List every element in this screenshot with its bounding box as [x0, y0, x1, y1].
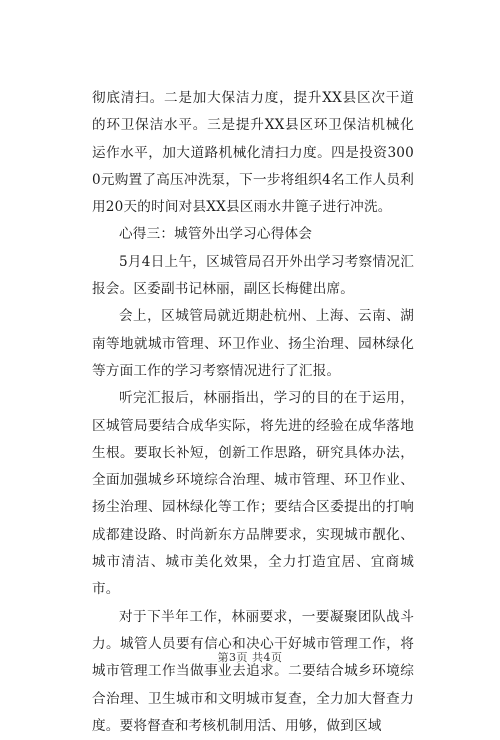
paragraph-meeting: 5月4日上午，区城管局召开外出学习考察情况汇报会。区委副书记林丽，副区长梅健出席。: [92, 253, 414, 298]
paragraph-requirements: 对于下半年工作，林丽要求，一要凝聚团队战斗力。城管人员要有信心和决心干好城市管理工作，将城市管理工作当做事业去追求。二要结合城乡环境综合治理、卫生城市和文明城市复查，全力加大督查力度。要将督查和考核机制用活、用够，做到区域: [92, 608, 414, 734]
page-number-footer: 第3页 共4页: [217, 651, 283, 664]
document-body: [92, 85, 414, 740]
paragraph-report: 会上，区城管局就近期赴杭州、上海、云南、湖南等地就城市管理、环卫作业、扬尘治理、园林绿化等方面工作的学习考察情况进行了汇报。: [92, 308, 414, 379]
paragraph-remarks: 听完汇报后，林丽指出，学习的目的在于运用，区城管局要结合成华实际，将先进的经验在成华落地生根。要取长补短，创新工作思路，研究具体办法，全面加强城乡环境综合治理、城市管理、环卫作业、扬尘治理、园林绿化等工作；要结合区委提出的打响成都建设路、时尚新东方品牌要求，实现城市靓化、城市清洁、城市美化效果，全力打造宜居、宜商城市。: [92, 390, 414, 598]
paragraph-continued: 彻底清扫。二是加大保洁力度，提升XX县区次干道的环卫保洁水平。三是提升XX县区环卫保洁机械化运作水平，加大道路机械化清扫力度。四是投资3000元购置了高压冲洗泵，下一步将组织4名工作人员利用20天的时间对县XX县区雨水井篦子进行冲洗。: [92, 90, 414, 216]
section-heading: 心得三：城管外出学习心得体会: [119, 226, 313, 243]
